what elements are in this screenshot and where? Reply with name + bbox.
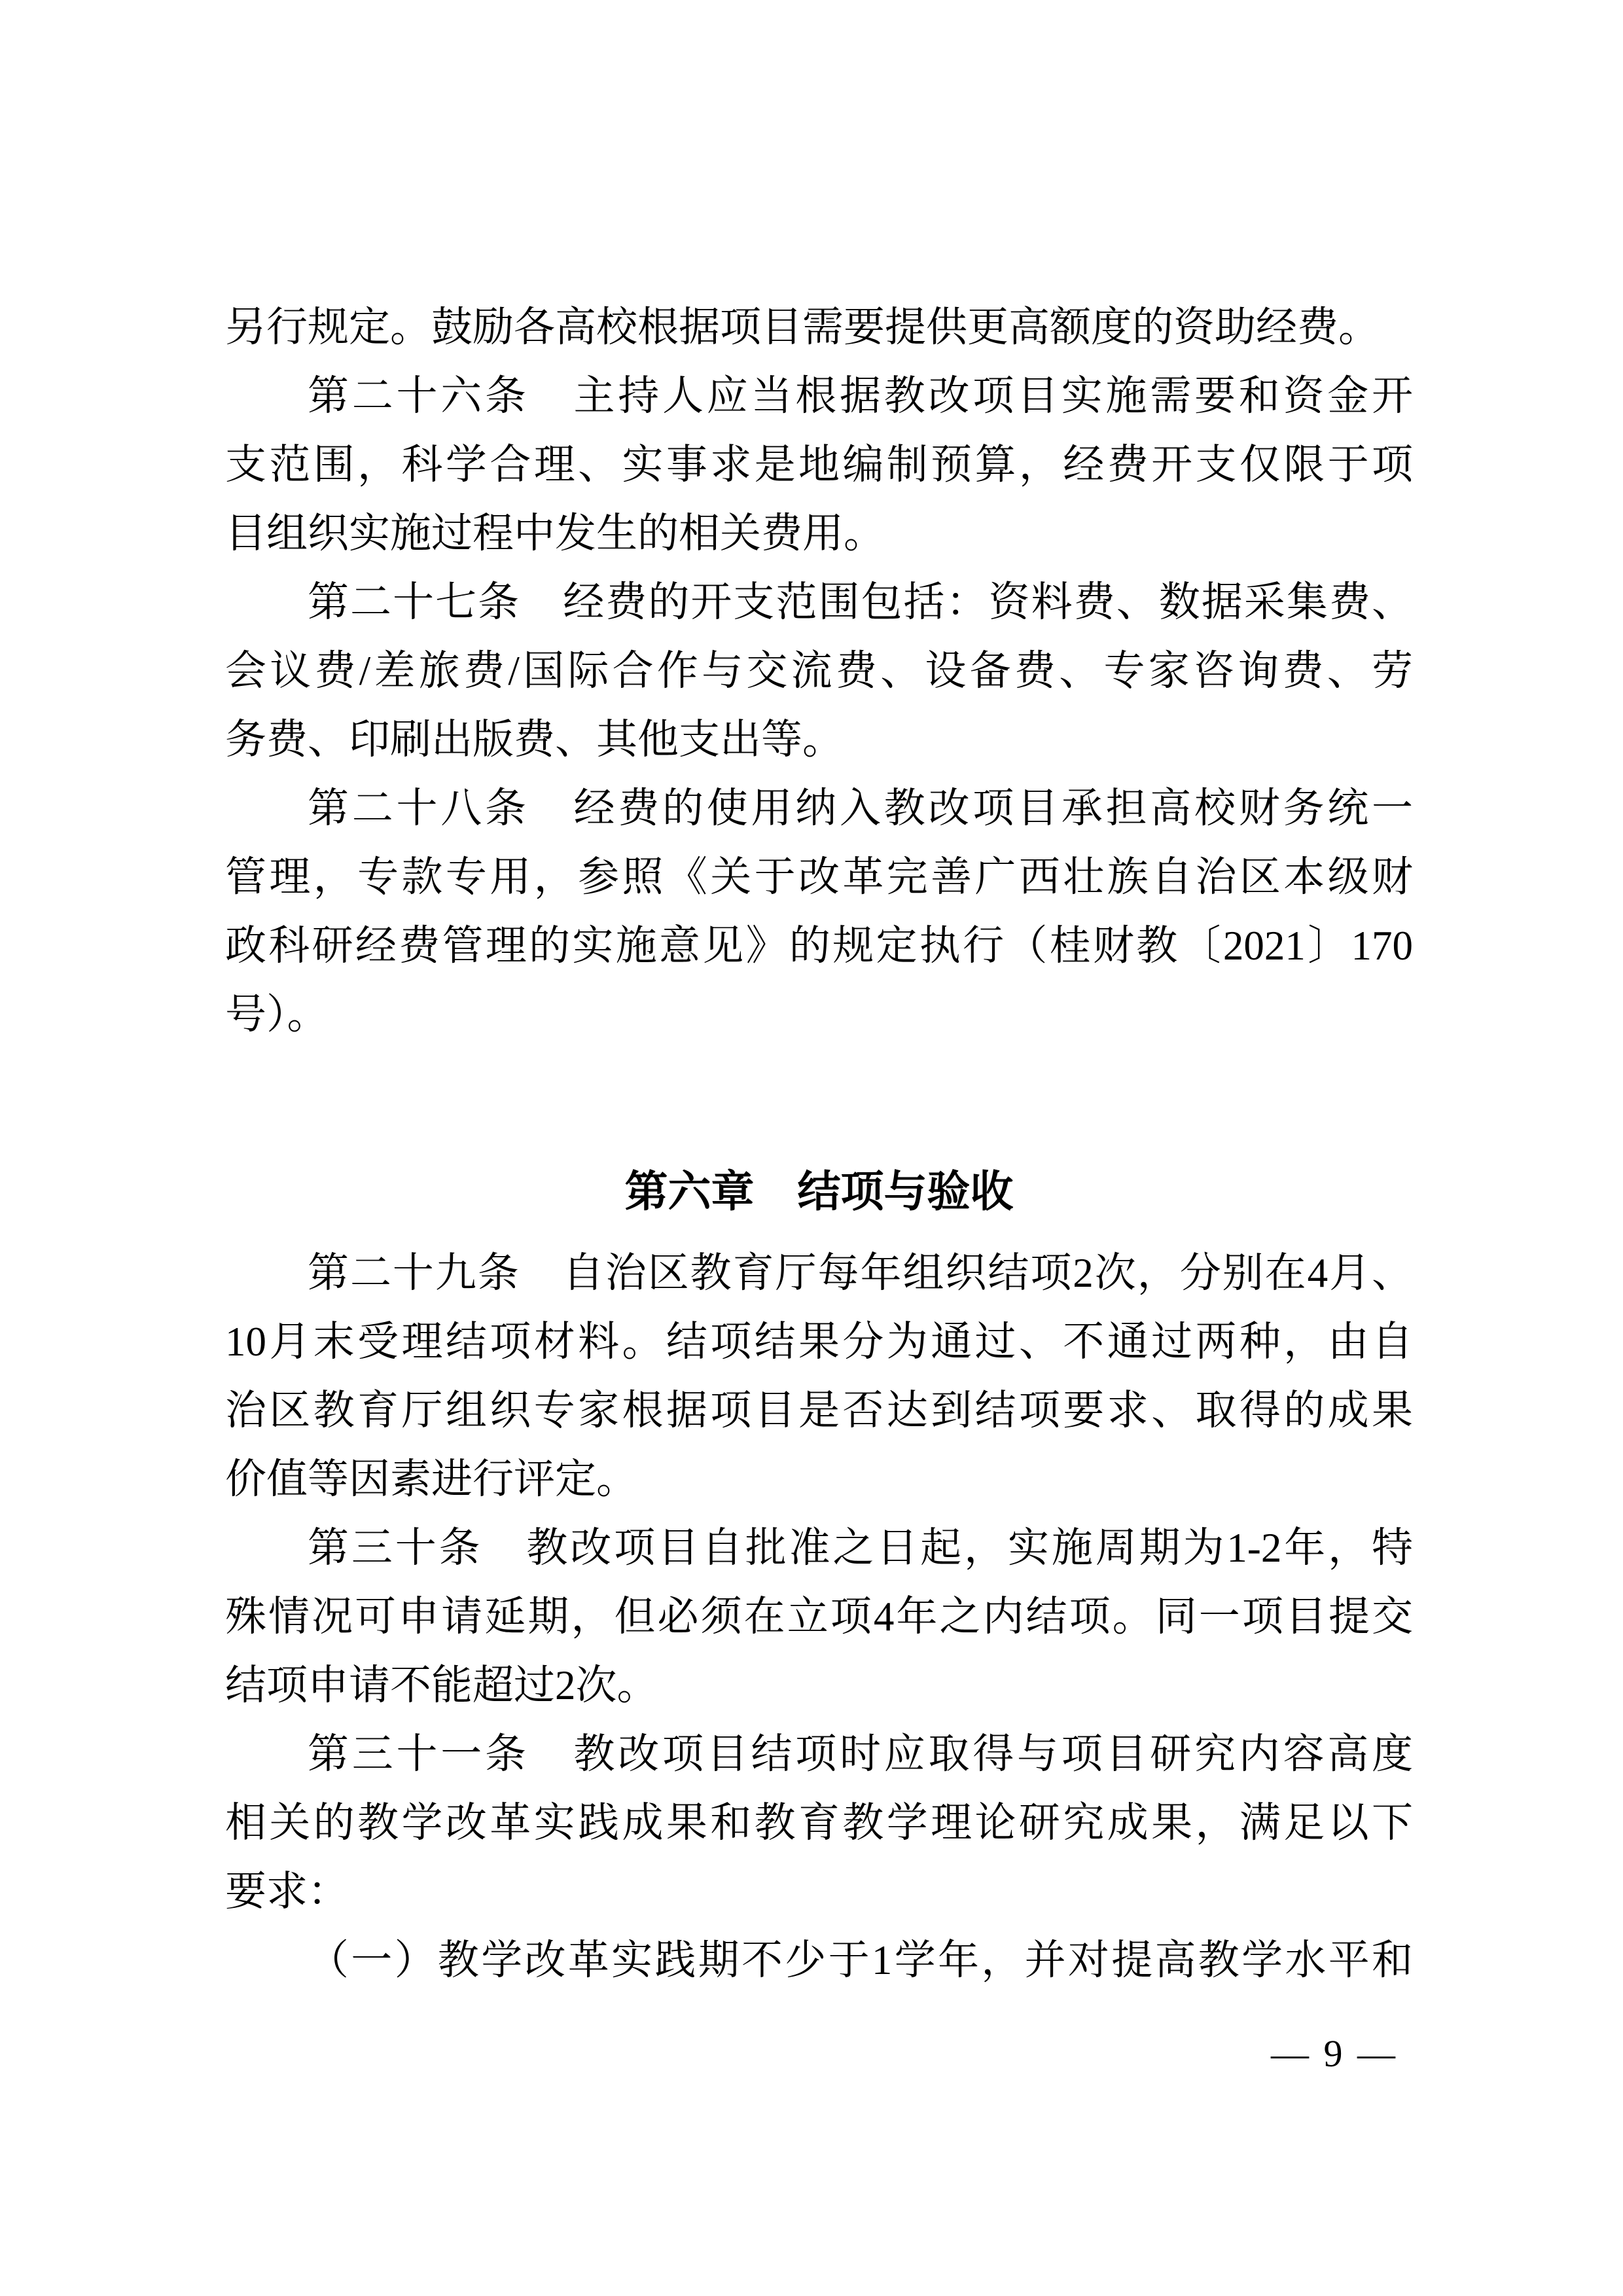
text-line: 要求： (225, 1869, 349, 1914)
text-line: 治区教育厅组织专家根据项目是否达到结项要求、取得的成果 (225, 1388, 1413, 1433)
text-line: 第三十条 教改项目自批准之日起，实施周期为1-2年，特 (308, 1525, 1413, 1571)
text-line: 结项申请不能超过2次。 (225, 1662, 658, 1708)
text-line: 价值等因素进行评定。 (225, 1456, 637, 1502)
text-line: 务费、印刷出版费、其他支出等。 (225, 717, 844, 762)
text-line: （一）教学改革实践期不少于1学年，并对提高教学水平和 (308, 1937, 1413, 1983)
text-line: 殊情况可申请延期，但必须在立项4年之内结项。同一项目提交 (225, 1594, 1413, 1640)
text-line: 10月末受理结项材料。结项结果分为通过、不通过两种，由自 (225, 1319, 1413, 1365)
text-line: 第三十一条 教改项目结项时应取得与项目研究内容高度 (308, 1731, 1413, 1777)
chapter-heading: 第六章 结项与验收 (624, 1167, 1014, 1215)
text-line: 第二十七条 经费的开支范围包括：资料费、数据采集费、 (308, 579, 1413, 625)
document-body (225, 293, 1413, 1995)
text-line: 号）。 (225, 992, 329, 1037)
text-line: 目组织实施过程中发生的相关费用。 (225, 511, 885, 556)
text-line: 管理，专款专用，参照《关于改革完善广西壮族自治区本级财 (225, 854, 1413, 900)
text-line: 相关的教学改革实践成果和教育教学理论研究成果，满足以下 (225, 1800, 1413, 1846)
text-line: 支范围，科学合理、实事求是地编制预算，经费开支仅限于项 (225, 442, 1413, 488)
text-line: 第二十八条 经费的使用纳入教改项目承担高校财务统一 (308, 785, 1413, 831)
text-line: 第二十六条 主持人应当根据教改项目实施需要和资金开 (308, 373, 1413, 419)
text-line: 会议费/差旅费/国际合作与交流费、设备费、专家咨询费、劳 (225, 648, 1413, 694)
text-line: 政科研经费管理的实施意见》的规定执行（桂财教〔2021〕170 (225, 923, 1413, 969)
text-line: 第二十九条 自治区教育厅每年组织结项2次，分别在4月、 (308, 1250, 1413, 1296)
page-number: — 9 — (1271, 2032, 1398, 2075)
text-line: 另行规定。鼓励各高校根据项目需要提供更高额度的资助经费。 (225, 304, 1380, 350)
